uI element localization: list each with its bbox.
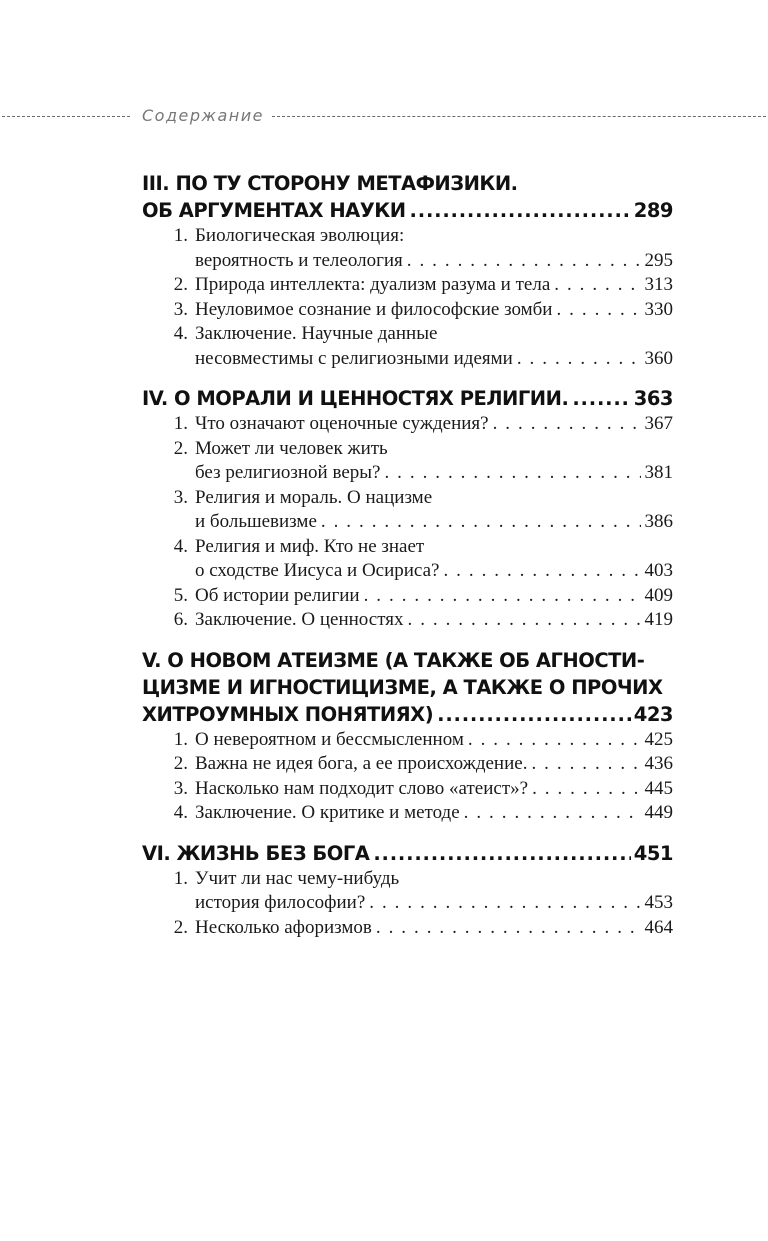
header-rule-left bbox=[2, 116, 130, 117]
entry-number: 2. bbox=[173, 274, 188, 295]
entry-page-number[interactable]: 381 bbox=[644, 462, 673, 483]
section-page-number[interactable]: 451 bbox=[633, 841, 673, 865]
entry-last-line[interactable] bbox=[195, 891, 673, 916]
entry-last-line[interactable] bbox=[195, 752, 673, 777]
entry-last-line[interactable] bbox=[195, 916, 673, 941]
toc-section bbox=[142, 647, 673, 826]
entry-title-line[interactable]: Религия и мораль. О нацизме bbox=[195, 486, 433, 508]
toc-entry[interactable] bbox=[142, 412, 673, 437]
entry-number: 3. bbox=[173, 486, 188, 508]
entry-last-line[interactable] bbox=[195, 728, 673, 753]
entry-title-line[interactable]: и большевизме bbox=[195, 511, 317, 532]
entry-page-number[interactable]: 436 bbox=[644, 753, 673, 774]
entry-body bbox=[195, 298, 673, 323]
dot-leader bbox=[321, 510, 641, 535]
dot-leader bbox=[554, 273, 640, 298]
entry-number: 3. bbox=[173, 298, 188, 320]
entry-number: 4. bbox=[173, 802, 188, 823]
dot-leader bbox=[517, 347, 641, 372]
section-heading-line[interactable]: ОБ АРГУМЕНТАХ НАУКИ bbox=[142, 199, 406, 222]
section-page-number[interactable]: 289 bbox=[633, 199, 673, 222]
dot-leader bbox=[384, 461, 640, 486]
entry-number: 1. bbox=[173, 225, 188, 246]
entry-number: 4. bbox=[173, 535, 188, 557]
dot-leader bbox=[364, 584, 641, 609]
entry-page-number[interactable]: 313 bbox=[644, 274, 673, 295]
entry-body bbox=[195, 608, 673, 633]
entry-body bbox=[195, 322, 673, 371]
section-heading-line[interactable]: ЦИЗМЕ И ИГНОСТИЦИЗМЕ, А ТАКЖЕ О ПРОЧИХ bbox=[142, 675, 663, 699]
entry-number: 1. bbox=[173, 413, 188, 434]
dot-leader bbox=[410, 197, 631, 224]
entry-last-line[interactable] bbox=[195, 412, 673, 437]
entry-body bbox=[195, 801, 673, 826]
entry-page-number[interactable]: 330 bbox=[644, 298, 673, 320]
dot-leader bbox=[373, 840, 630, 867]
entry-page-number[interactable]: 445 bbox=[644, 777, 673, 799]
section-heading-line[interactable]: IV. О МОРАЛИ И ЦЕННОСТЯХ РЕЛИГИИ. bbox=[142, 387, 569, 410]
entry-body bbox=[195, 273, 673, 298]
entry-title-line[interactable]: о сходстве Иисуса и Осириса? bbox=[195, 560, 440, 581]
entry-page-number[interactable]: 449 bbox=[644, 802, 673, 823]
table-of-contents bbox=[142, 170, 673, 954]
entry-number: 2. bbox=[173, 437, 188, 459]
section-heading-entry[interactable] bbox=[142, 701, 673, 728]
entry-last-line[interactable] bbox=[195, 347, 673, 372]
toc-section bbox=[142, 385, 673, 633]
entry-page-number[interactable]: 453 bbox=[644, 892, 673, 913]
section-heading-entry[interactable] bbox=[142, 197, 673, 224]
entry-body bbox=[195, 777, 673, 802]
entry-number: 1. bbox=[173, 867, 188, 889]
entry-page-number[interactable]: 419 bbox=[644, 609, 673, 630]
entry-last-line[interactable] bbox=[195, 584, 673, 609]
entry-title-line[interactable]: Заключение. О критике и методе bbox=[195, 802, 460, 823]
entry-body bbox=[195, 584, 673, 609]
dot-leader bbox=[493, 412, 641, 437]
toc-entry[interactable] bbox=[142, 584, 673, 609]
toc-entry[interactable] bbox=[142, 608, 673, 633]
entry-page-number[interactable]: 464 bbox=[644, 916, 673, 938]
toc-entry[interactable] bbox=[142, 777, 673, 802]
section-heading-line[interactable]: III. ПО ТУ СТОРОНУ МЕТАФИЗИКИ. bbox=[142, 172, 518, 195]
entry-page-number[interactable]: 360 bbox=[644, 347, 673, 369]
entry-number: 1. bbox=[173, 728, 188, 750]
entry-title-line[interactable]: О невероятном и бессмысленном bbox=[195, 728, 464, 750]
dot-leader bbox=[369, 891, 640, 916]
entry-number: 5. bbox=[173, 584, 188, 606]
section-heading-entry[interactable] bbox=[142, 840, 673, 867]
entry-title-line[interactable]: Несколько афоризмов bbox=[195, 916, 372, 938]
header-rule-right bbox=[272, 116, 766, 117]
entry-number: 2. bbox=[173, 753, 188, 774]
entry-last-line[interactable] bbox=[195, 801, 673, 826]
dot-leader bbox=[532, 777, 640, 802]
dot-leader bbox=[437, 701, 631, 728]
toc-entry[interactable] bbox=[142, 298, 673, 323]
dot-leader bbox=[408, 608, 641, 633]
entry-number: 3. bbox=[173, 777, 188, 799]
toc-entry[interactable] bbox=[142, 728, 673, 753]
entry-body bbox=[195, 867, 673, 916]
section-heading-line[interactable]: V. О НОВОМ АТЕИЗМЕ (А ТАКЖЕ ОБ АГНОСТИ- bbox=[142, 648, 645, 672]
entry-title-line[interactable]: Насколько нам подходит слово «атеист»? bbox=[195, 777, 529, 799]
entry-page-number[interactable]: 386 bbox=[644, 511, 673, 532]
toc-entry[interactable] bbox=[142, 867, 673, 916]
entry-page-number[interactable]: 425 bbox=[644, 728, 673, 750]
entry-page-number[interactable]: 409 bbox=[644, 584, 673, 606]
entry-body bbox=[195, 728, 673, 753]
entry-title-line[interactable]: несовместимы с религиозными идеями bbox=[195, 347, 513, 369]
dot-leader bbox=[531, 752, 640, 777]
entry-body bbox=[195, 486, 673, 535]
section-page-number[interactable]: 363 bbox=[633, 387, 673, 410]
entry-last-line[interactable] bbox=[195, 777, 673, 802]
entry-last-line[interactable] bbox=[195, 510, 673, 535]
toc-entry[interactable] bbox=[142, 322, 673, 371]
entry-page-number[interactable]: 295 bbox=[644, 249, 673, 271]
section-heading-line[interactable]: VI. ЖИЗНЬ БЕЗ БОГА bbox=[142, 841, 370, 865]
entry-number: 6. bbox=[173, 609, 188, 630]
section-heading-entry[interactable] bbox=[142, 385, 673, 412]
entry-body bbox=[195, 412, 673, 437]
running-header bbox=[0, 104, 768, 128]
entry-last-line[interactable] bbox=[195, 559, 673, 584]
dot-leader bbox=[464, 801, 641, 826]
toc-entry[interactable] bbox=[142, 273, 673, 298]
entry-page-number[interactable]: 403 bbox=[644, 560, 673, 581]
entry-body bbox=[195, 752, 673, 777]
entry-body bbox=[195, 916, 673, 941]
entry-body bbox=[195, 224, 673, 273]
section-page-number[interactable]: 423 bbox=[633, 702, 673, 726]
entry-last-line[interactable] bbox=[195, 608, 673, 633]
section-heading-line[interactable]: ХИТРОУМНЫХ ПОНЯТИЯХ) bbox=[142, 702, 434, 726]
toc-entry[interactable] bbox=[142, 224, 673, 273]
entry-last-line[interactable] bbox=[195, 298, 673, 323]
toc-entry[interactable] bbox=[142, 801, 673, 826]
dot-leader bbox=[556, 298, 640, 323]
entry-title-line[interactable]: Заключение. Научные данные bbox=[195, 323, 438, 344]
entry-last-line[interactable] bbox=[195, 273, 673, 298]
entry-title-line[interactable]: вероятность и телеология bbox=[195, 249, 403, 271]
entry-number: 2. bbox=[173, 916, 188, 938]
entry-title-line[interactable]: Неуловимое сознание и философские зомби bbox=[195, 298, 553, 320]
entry-title-line[interactable]: Важна не идея бога, а ее происхождение. bbox=[195, 753, 528, 774]
toc-entry[interactable] bbox=[142, 752, 673, 777]
toc-section bbox=[142, 170, 673, 371]
toc-entry[interactable] bbox=[142, 535, 673, 584]
entry-title-line[interactable]: без религиозной веры? bbox=[195, 462, 381, 483]
toc-entry[interactable] bbox=[142, 437, 673, 486]
entry-title-line[interactable]: Природа интеллекта: дуализм разума и тела bbox=[195, 274, 551, 295]
entry-title-line[interactable]: Биологическая эволюция: bbox=[195, 225, 405, 246]
entry-title-line[interactable]: Религия и миф. Кто не знает bbox=[195, 535, 425, 557]
dot-leader bbox=[376, 916, 641, 941]
dot-leader bbox=[468, 728, 641, 753]
entry-body bbox=[195, 535, 673, 584]
entry-page-number[interactable]: 367 bbox=[644, 413, 673, 434]
entry-title-line[interactable]: Об истории религии bbox=[195, 584, 360, 606]
entry-number: 4. bbox=[173, 323, 188, 344]
entry-title-line[interactable]: Учит ли нас чему-нибудь bbox=[195, 867, 400, 889]
entry-last-line[interactable] bbox=[195, 461, 673, 486]
entry-title-line[interactable]: Что означают оценочные суждения? bbox=[195, 413, 489, 434]
dot-leader bbox=[572, 385, 630, 412]
toc-entry[interactable] bbox=[142, 916, 673, 941]
dot-leader bbox=[443, 559, 640, 584]
entry-body bbox=[195, 437, 673, 486]
header-title: Содержание bbox=[142, 106, 264, 125]
entry-title-line[interactable]: история философии? bbox=[195, 892, 366, 913]
toc-section bbox=[142, 840, 673, 941]
toc-entry[interactable] bbox=[142, 486, 673, 535]
entry-title-line[interactable]: Заключение. О ценностях bbox=[195, 609, 404, 630]
entry-title-line[interactable]: Может ли человек жить bbox=[195, 437, 388, 459]
dot-leader bbox=[407, 249, 641, 274]
entry-last-line[interactable] bbox=[195, 249, 673, 274]
